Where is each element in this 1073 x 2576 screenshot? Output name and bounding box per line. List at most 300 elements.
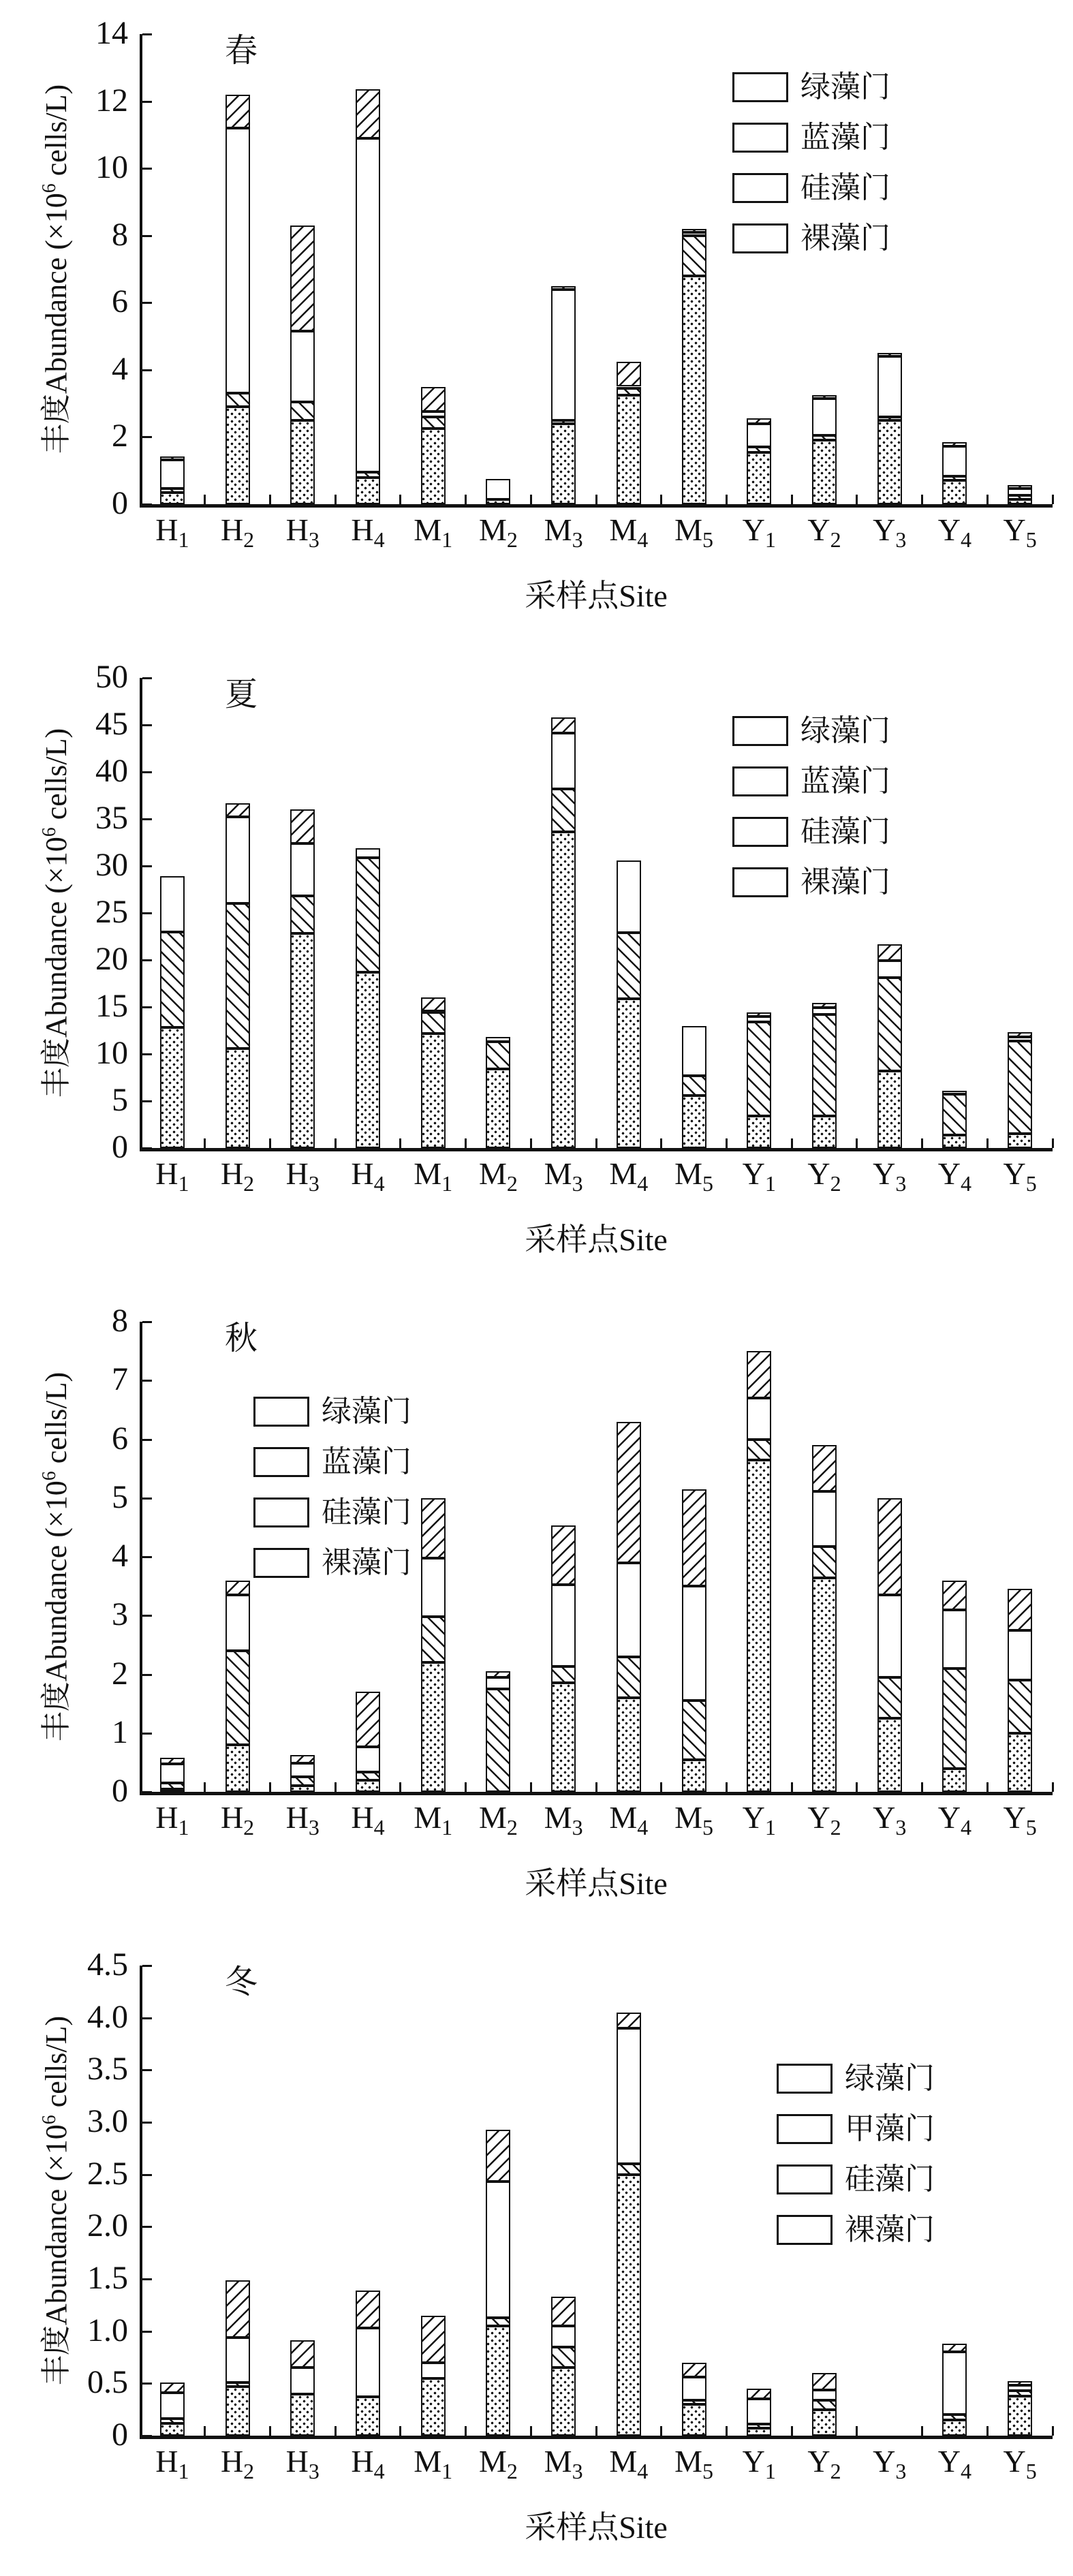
legend-swatch-plain-icon <box>253 1498 309 1527</box>
bar-segment-dots <box>617 999 641 1148</box>
bar-segment-backslash <box>226 1651 250 1745</box>
site-label-sub: 1 <box>764 1171 776 1196</box>
bar-H4 <box>356 0 380 504</box>
site-label-sub: 4 <box>373 527 385 553</box>
bar-segment-plain <box>551 733 576 788</box>
site-label-sub: 1 <box>441 1171 453 1196</box>
site-label-base: Y <box>1003 1800 1026 1835</box>
bar-segment-backslash <box>942 476 967 480</box>
site-label-base: H <box>220 1800 244 1835</box>
bar-M2 <box>486 1931 510 2436</box>
legend-label: 裸藻门 <box>845 2213 935 2246</box>
legend-label: 绿藻门 <box>845 2062 935 2095</box>
site-label-sub: 2 <box>830 1171 841 1196</box>
y-axis-title-exponent: 6 <box>39 183 61 193</box>
bar-segment-dots <box>226 1745 250 1792</box>
site-label-base: Y <box>807 2444 830 2479</box>
x-tick <box>335 495 337 504</box>
bar-segment-plain <box>682 232 706 236</box>
site-label-sub: 4 <box>961 2459 972 2484</box>
x-tick <box>595 1782 597 1792</box>
legend-swatch-dots-icon <box>777 2064 833 2094</box>
site-label-M5 <box>662 2444 727 2489</box>
site-label-base: Y <box>742 512 765 547</box>
bar-segment-slash <box>551 2297 576 2326</box>
bar-segment-plain <box>356 2328 380 2397</box>
y-tick-label: 3.5 <box>87 2051 128 2088</box>
site-label-sub: 2 <box>830 1815 841 1840</box>
legend-swatch-backslash-icon <box>732 766 788 796</box>
x-axis-line <box>140 2436 1053 2439</box>
legend <box>732 715 964 916</box>
legend-swatch-slash-icon <box>777 2215 833 2245</box>
bar-segment-dots <box>942 1769 967 1793</box>
site-label-sub: 3 <box>308 1815 320 1840</box>
x-axis-line <box>140 504 1053 508</box>
y-tick-label: 5 <box>112 1082 128 1118</box>
legend-swatch-slash-icon <box>253 1548 309 1578</box>
legend-item-backslash <box>777 2113 1008 2148</box>
y-tick-label: 2 <box>112 418 128 454</box>
bar-segment-plain <box>290 2368 315 2393</box>
site-label-base: H <box>220 2444 244 2479</box>
bar-segment-dots <box>226 1049 250 1148</box>
legend-item-backslash <box>253 1446 485 1481</box>
site-label-base: Y <box>742 2444 765 2479</box>
site-label-sub: 3 <box>308 1171 320 1196</box>
bar-segment-slash <box>421 387 446 412</box>
bar-segment-plain <box>290 331 315 402</box>
bar-segment-backslash <box>421 1012 446 1034</box>
site-label-Y1 <box>726 512 792 557</box>
bar-segment-plain <box>747 1017 771 1022</box>
y-axis-title-units: cells/L) <box>39 728 73 828</box>
legend-swatch-dots-icon <box>253 1397 309 1427</box>
bar-segment-backslash <box>942 1094 967 1134</box>
y-tick <box>142 2278 152 2280</box>
site-label-M4 <box>596 2444 662 2489</box>
bar-M5 <box>682 644 706 1148</box>
site-label-Y3 <box>857 1800 922 1845</box>
bar-segment-plain <box>486 1677 510 1689</box>
bar-segment-dots <box>551 2368 576 2436</box>
bar-segment-dots <box>747 452 771 504</box>
site-label-base: M <box>414 1800 442 1835</box>
site-label-base: M <box>544 512 572 547</box>
site-label-H1 <box>140 2444 205 2489</box>
y-tick <box>142 2174 152 2176</box>
y-tick <box>142 1615 152 1617</box>
bar-segment-slash <box>290 809 315 843</box>
bar-segment-dots <box>877 420 902 504</box>
bar-segment-plain <box>160 460 185 488</box>
y-tick-label: 12 <box>95 82 128 119</box>
y-tick-label: 8 <box>112 216 128 253</box>
x-tick <box>595 495 597 504</box>
bar-segment-backslash <box>290 1777 315 1786</box>
bar-segment-plain <box>421 2363 446 2378</box>
y-tick <box>142 33 152 35</box>
bar-segment-dots <box>812 1116 837 1148</box>
site-label-sub: 3 <box>572 1171 583 1196</box>
site-label-sub: 1 <box>178 2459 189 2484</box>
site-label-M3 <box>531 1156 596 1201</box>
bar-segment-dots <box>226 2387 250 2436</box>
bar-segment-backslash <box>551 2347 576 2368</box>
site-label-sub: 2 <box>243 527 255 553</box>
bar-H2 <box>226 0 250 504</box>
bar-segment-dots <box>1008 499 1032 504</box>
bar-segment-plain <box>356 138 380 472</box>
site-label-sub: 4 <box>961 527 972 553</box>
x-tick <box>465 1782 467 1792</box>
legend-label: 硅藻门 <box>800 815 890 848</box>
bar-segment-backslash <box>812 1547 837 1578</box>
y-tick <box>142 1321 152 1323</box>
bar-segment-slash <box>877 944 902 961</box>
site-label-sub: 5 <box>702 1171 713 1196</box>
bar-Y3 <box>877 1288 902 1792</box>
bar-segment-plain <box>226 1595 250 1651</box>
site-label-base: H <box>155 1156 178 1191</box>
bar-M3 <box>551 1288 576 1792</box>
bar-H1 <box>160 644 185 1148</box>
chart-3-autumn <box>0 1288 1073 1931</box>
y-tick-label: 3 <box>112 1596 128 1633</box>
site-label-sub: 2 <box>243 2459 255 2484</box>
y-axis-title-exponent: 6 <box>39 2115 61 2125</box>
site-label-base: Y <box>873 2444 896 2479</box>
site-label-H3 <box>270 1800 335 1845</box>
legend-item-slash <box>732 866 964 901</box>
legend-swatch-plain-icon <box>732 173 788 203</box>
bar-segment-slash <box>226 803 250 818</box>
legend-item-slash <box>253 1547 485 1582</box>
bar-segment-plain <box>160 2393 185 2419</box>
bar-H1 <box>160 1931 185 2436</box>
site-label-M3 <box>531 1800 596 1845</box>
site-label-base: M <box>478 512 507 547</box>
x-axis-line <box>140 1148 1053 1151</box>
legend-item-plain <box>777 2163 1008 2199</box>
site-label-Y1 <box>726 1800 792 1845</box>
site-label-sub: 2 <box>243 1171 255 1196</box>
bar-segment-slash <box>160 456 185 460</box>
x-tick <box>986 495 989 504</box>
bar-segment-backslash <box>812 435 837 440</box>
bar-segment-dots <box>356 478 380 504</box>
bar-segment-slash <box>421 2316 446 2363</box>
site-label-base: Y <box>873 512 896 547</box>
bar-segment-plain <box>290 843 315 896</box>
site-label-Y2 <box>792 1156 857 1201</box>
y-tick <box>142 1439 152 1441</box>
y-tick-label: 4.0 <box>87 1998 128 2035</box>
site-label-M5 <box>662 1156 727 1201</box>
bar-segment-dots <box>486 2326 510 2436</box>
x-tick <box>530 1138 532 1148</box>
y-axis-title <box>34 728 72 1098</box>
bar-segment-backslash <box>486 1689 510 1792</box>
site-label-sub: 1 <box>764 2459 776 2484</box>
site-label-sub: 3 <box>895 527 907 553</box>
site-label-sub: 3 <box>572 527 583 553</box>
y-tick <box>142 1100 152 1102</box>
site-label-Y2 <box>792 512 857 557</box>
site-label-base: Y <box>937 1800 961 1835</box>
y-tick <box>142 912 152 914</box>
x-tick <box>791 1782 793 1792</box>
site-label-M2 <box>466 2444 531 2489</box>
site-label-sub: 5 <box>702 2459 713 2484</box>
legend-label: 蓝藻门 <box>800 764 890 798</box>
bar-M5 <box>682 0 706 504</box>
site-label-base: Y <box>937 2444 961 2479</box>
chart-2-summer <box>0 644 1073 1288</box>
bar-segment-slash <box>682 2363 706 2377</box>
legend-item-dots <box>732 71 964 106</box>
bar-M4 <box>617 644 641 1148</box>
site-label-M4 <box>596 512 662 557</box>
site-label-Y5 <box>987 2444 1053 2489</box>
y-tick <box>142 2017 152 2019</box>
season-title: 夏 <box>225 677 258 713</box>
bar-segment-backslash <box>747 1022 771 1116</box>
site-label-base: Y <box>807 1800 830 1835</box>
site-label-sub: 3 <box>895 1171 907 1196</box>
bar-segment-backslash <box>290 402 315 420</box>
site-label-H2 <box>205 1156 270 1201</box>
bar-segment-dots <box>551 1683 576 1792</box>
x-tick <box>726 1782 728 1792</box>
bar-segment-backslash <box>1008 1041 1032 1134</box>
site-label-Y1 <box>726 2444 792 2489</box>
site-label-base: M <box>609 2444 638 2479</box>
y-tick-label: 4 <box>112 1538 128 1574</box>
bar-segment-plain <box>877 1595 902 1677</box>
bar-segment-dots <box>226 407 250 504</box>
bar-segment-backslash <box>226 903 250 1049</box>
legend <box>253 1395 485 1597</box>
y-tick <box>142 2331 152 2333</box>
bar-segment-plain <box>747 424 771 448</box>
site-label-sub: 4 <box>637 1815 649 1840</box>
bar-H4 <box>356 1931 380 2436</box>
site-label-Y5 <box>987 512 1053 557</box>
bar-segment-plain <box>942 2352 967 2415</box>
bar-segment-plain <box>421 1011 446 1014</box>
bar-segment-dots <box>942 2420 967 2436</box>
legend-label: 硅藻门 <box>845 2162 935 2196</box>
bar-segment-plain <box>942 446 967 476</box>
bar-segment-plain <box>551 2326 576 2347</box>
bar-segment-plain <box>747 1398 771 1439</box>
site-label-base: M <box>609 1156 638 1191</box>
y-tick-label: 1 <box>112 1713 128 1750</box>
legend-swatch-plain-icon <box>777 2164 833 2194</box>
bar-segment-backslash <box>356 858 380 972</box>
y-tick <box>142 1147 152 1149</box>
bar-Y5 <box>1008 1288 1032 1792</box>
x-tick <box>791 495 793 504</box>
bar-M5 <box>682 1931 706 2436</box>
bar-segment-backslash <box>160 2419 185 2423</box>
bar-segment-slash <box>356 89 380 138</box>
y-tick-label: 50 <box>95 659 128 695</box>
site-label-sub: 3 <box>572 2459 583 2484</box>
x-tick <box>595 2426 597 2436</box>
bar-H3 <box>290 0 315 504</box>
y-tick-label: 0.5 <box>87 2364 128 2401</box>
y-tick <box>142 2069 152 2071</box>
bar-segment-backslash <box>290 896 315 933</box>
y-tick-label: 2.5 <box>87 2155 128 2192</box>
season-title: 秋 <box>225 1320 258 1356</box>
y-tick <box>142 168 152 170</box>
site-label-base: M <box>414 512 442 547</box>
site-label-base: Y <box>1003 1156 1026 1191</box>
y-tick-label: 0 <box>112 1773 128 1809</box>
bar-segment-backslash <box>551 1666 576 1683</box>
y-tick-label: 6 <box>112 1420 128 1457</box>
site-label-sub: 5 <box>702 1815 713 1840</box>
site-label-M4 <box>596 1800 662 1845</box>
site-label-base: M <box>609 1800 638 1835</box>
x-tick <box>856 1782 858 1792</box>
y-tick-label: 5 <box>112 1478 128 1515</box>
bar-segment-plain <box>877 356 902 417</box>
site-label-base: H <box>351 1156 374 1191</box>
bar-segment-backslash <box>226 2383 250 2387</box>
legend-label: 硅藻门 <box>800 171 890 204</box>
x-tick <box>204 1782 206 1792</box>
bar-segment-plain <box>160 876 185 931</box>
bar-segment-slash <box>617 2013 641 2028</box>
bar-segment-slash <box>747 2389 771 2399</box>
site-label-Y3 <box>857 2444 922 2489</box>
bar-segment-dots <box>812 440 837 504</box>
bar-Y1 <box>747 1931 771 2436</box>
x-axis-title: 采样点Site <box>525 2510 668 2545</box>
site-label-base: M <box>478 1800 507 1835</box>
bar-M4 <box>617 1288 641 1792</box>
bar-segment-plain <box>551 1585 576 1667</box>
site-label-Y4 <box>922 1156 988 1201</box>
x-tick <box>986 1782 989 1792</box>
bar-segment-slash <box>486 1671 510 1677</box>
x-tick <box>204 1138 206 1148</box>
x-tick <box>1052 1782 1054 1792</box>
legend-swatch-backslash-icon <box>732 123 788 153</box>
y-axis-title-text: 丰度Abundance (×10 <box>39 193 73 454</box>
y-tick-label: 40 <box>95 753 128 789</box>
bar-segment-plain <box>226 2338 250 2383</box>
site-label-base: H <box>155 512 178 547</box>
x-tick <box>335 1138 337 1148</box>
bar-segment-slash <box>747 1012 771 1017</box>
site-label-base: Y <box>1003 512 1026 547</box>
y-tick <box>142 1053 152 1055</box>
bar-segment-dots <box>421 2378 446 2436</box>
y-tick <box>142 436 152 438</box>
bar-segment-dots <box>290 2394 315 2436</box>
legend-item-dots <box>777 2062 1008 2098</box>
x-tick <box>856 495 858 504</box>
x-tick <box>530 2426 532 2436</box>
bar-Y5 <box>1008 1931 1032 2436</box>
bar-segment-dots <box>160 2423 185 2436</box>
y-tick-label: 1.0 <box>87 2312 128 2348</box>
legend-item-plain <box>253 1496 485 1532</box>
site-label-H4 <box>335 1800 401 1845</box>
site-label-M2 <box>466 1800 531 1845</box>
y-tick-label: 10 <box>95 149 128 186</box>
bar-segment-backslash <box>617 933 641 999</box>
x-tick <box>465 2426 467 2436</box>
bar-M2 <box>486 644 510 1148</box>
bar-segment-slash <box>682 229 706 232</box>
x-tick <box>1052 2426 1054 2436</box>
site-label-H2 <box>205 1800 270 1845</box>
bar-segment-plain <box>617 860 641 933</box>
bar-segment-plain <box>1008 488 1032 495</box>
legend-item-dots <box>253 1395 485 1431</box>
bar-M2 <box>486 0 510 504</box>
site-label-Y3 <box>857 512 922 557</box>
y-tick-label: 35 <box>95 800 128 836</box>
bar-segment-backslash <box>682 2400 706 2404</box>
site-label-base: H <box>351 512 374 547</box>
y-tick <box>142 235 152 237</box>
bar-segment-backslash <box>682 236 706 276</box>
bar-segment-plain <box>942 1091 967 1095</box>
bar-segment-plain <box>682 2377 706 2400</box>
x-tick <box>465 1138 467 1148</box>
bar-M1 <box>421 1931 446 2436</box>
legend-swatch-backslash-icon <box>777 2114 833 2144</box>
bar-segment-dots <box>551 424 576 504</box>
bar-H3 <box>290 1931 315 2436</box>
x-tick <box>399 2426 401 2436</box>
y-tick <box>142 865 152 867</box>
site-label-base: H <box>285 2444 309 2479</box>
x-axis-title: 采样点Site <box>525 578 668 613</box>
site-label-base: H <box>351 2444 374 2479</box>
y-tick-label: 0 <box>112 2417 128 2453</box>
site-label-H3 <box>270 512 335 557</box>
site-label-M5 <box>662 1800 727 1845</box>
site-label-Y1 <box>726 1156 792 1201</box>
bar-segment-dots <box>486 499 510 504</box>
y-tick-label: 0 <box>112 1129 128 1165</box>
y-tick-label: 3.0 <box>87 2103 128 2139</box>
site-label-Y5 <box>987 1156 1053 1201</box>
bar-M2 <box>486 1288 510 1792</box>
site-label-Y5 <box>987 1800 1053 1845</box>
site-label-Y4 <box>922 1800 988 1845</box>
y-tick-label: 1.5 <box>87 2260 128 2296</box>
bar-M5 <box>682 1288 706 1792</box>
bar-segment-slash <box>226 1581 250 1596</box>
site-label-base: M <box>674 1800 702 1835</box>
y-axis-line <box>140 1322 142 1795</box>
site-label-sub: 4 <box>637 2459 649 2484</box>
site-label-H2 <box>205 512 270 557</box>
bar-segment-plain <box>812 2390 837 2400</box>
site-label-M2 <box>466 1156 531 1201</box>
x-tick <box>399 1782 401 1792</box>
bar-segment-slash <box>942 2344 967 2352</box>
